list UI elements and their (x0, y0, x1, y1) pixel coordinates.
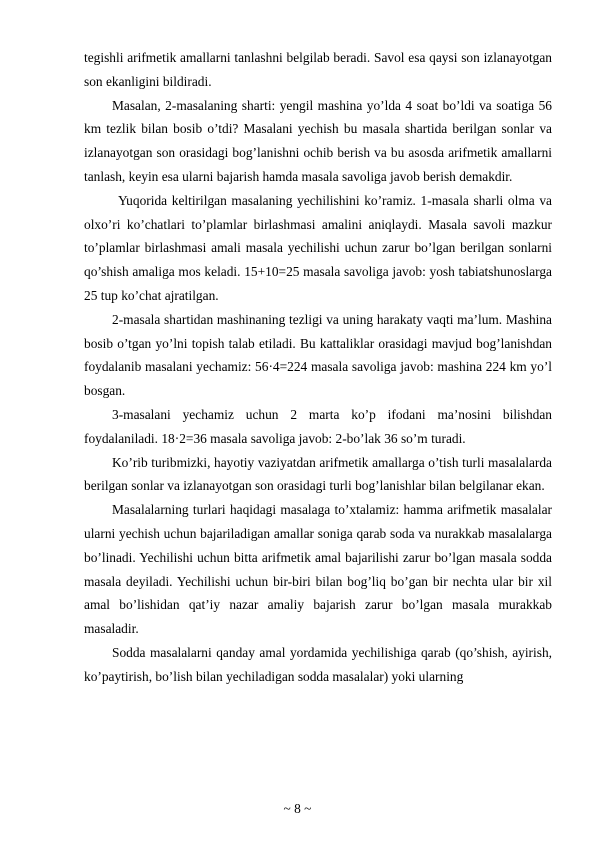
page-number: ~ 8 ~ (283, 801, 312, 816)
paragraph-solution-3: 3-masalani yechamiz uchun 2 marta ko’p ifodani ma’nosini bilishdan foydalaniladi. 18·2=36 masala savoliga javob: 2-bo’lak 36 so’m turadi. (84, 406, 552, 446)
paragraph-continuation: tegishli arifmetik amallarni tanlashni belgilab beradi. Savol esa qaysi son izlanayotgan son ekanligini bildiradi. (84, 50, 552, 89)
body-text (84, 46, 552, 689)
paragraph-solution-1: Yuqorida keltirilgan masalaning yechilishini ko’ramiz. 1-masala sharli olma va olxo’ri ko’chatlari to’plamlar birlashmasi amalini aniqlaydi. Masala savoli mazkur to’plamlar birlashmasi amali masala yechilishi uchun zarur bo’lgan berilgan sonlarni qo’shish amaliga mos keladi. 15+10=25 masala savoliga javob: yosh tabiatshunoslarga 25 tup ko’chat ajratilgan. (84, 192, 552, 303)
paragraph-simple-problems: Sodda masalalarni qanday amal yordamida yechilishiga qarab (qo’shish, ayirish, ko’paytirish, bo’lish bilan yechiladigan sodda masalalar) yoki ularning (84, 644, 552, 684)
paragraph-conclusion: Ko’rib turibmizki, hayotiy vaziyatdan arifmetik amallarga o’tish turli masalalarda berilgan sonlar va izlanayotgan son orasidagi turli bog’lanishlar bilan belgilanar ekan. (84, 454, 552, 494)
paragraph-solution-2: 2-masala shartidan mashinaning tezligi va uning harakaty vaqti ma’lum. Mashina bosib o’tgan yo’lni topish talab etiladi. Bu kattaliklar orasidagi mavjud bog’lanishdan foydalanib masalani yechamiz: 56·4=224 masala savoliga javob: mashina 224 km yo’l bosgan. (84, 311, 552, 399)
paragraph-problem-types: Masalalarning turlari haqidagi masalaga to’xtalamiz: hamma arifmetik masalalar ularni yechish uchun bajariladigan amallar soniga qarab soda va nurakkab masalalarga bo’linadi. Yechilishi uchun bitta arifmetik amal bajarilishi zarur bo’lgan masala sodda masala deyiladi. Yechilishi uchun bir-biri bilan bog’liq bo’gan bir nechta ular bir xil amal bo’lishidan qat’iy nazar amaliy bajarish zarur bo’lgan masala murakkab masaladir. (84, 502, 552, 637)
paragraph-example-2: Masalan, 2-masalaning sharti: yengil mashina yo’lda 4 soat bo’ldi va soatiga 56 km tezlik bilan bosib o’tdi? Masalani yechish bu masala shartida berilgan sonlar va izlanayotgan son orasidagi bog’lanishni ochib berish va bu asosda arifmetik amallarni tanlash, keyin esa ularni bajarish hamda masala savoliga javob berish demakdir. (84, 97, 552, 184)
